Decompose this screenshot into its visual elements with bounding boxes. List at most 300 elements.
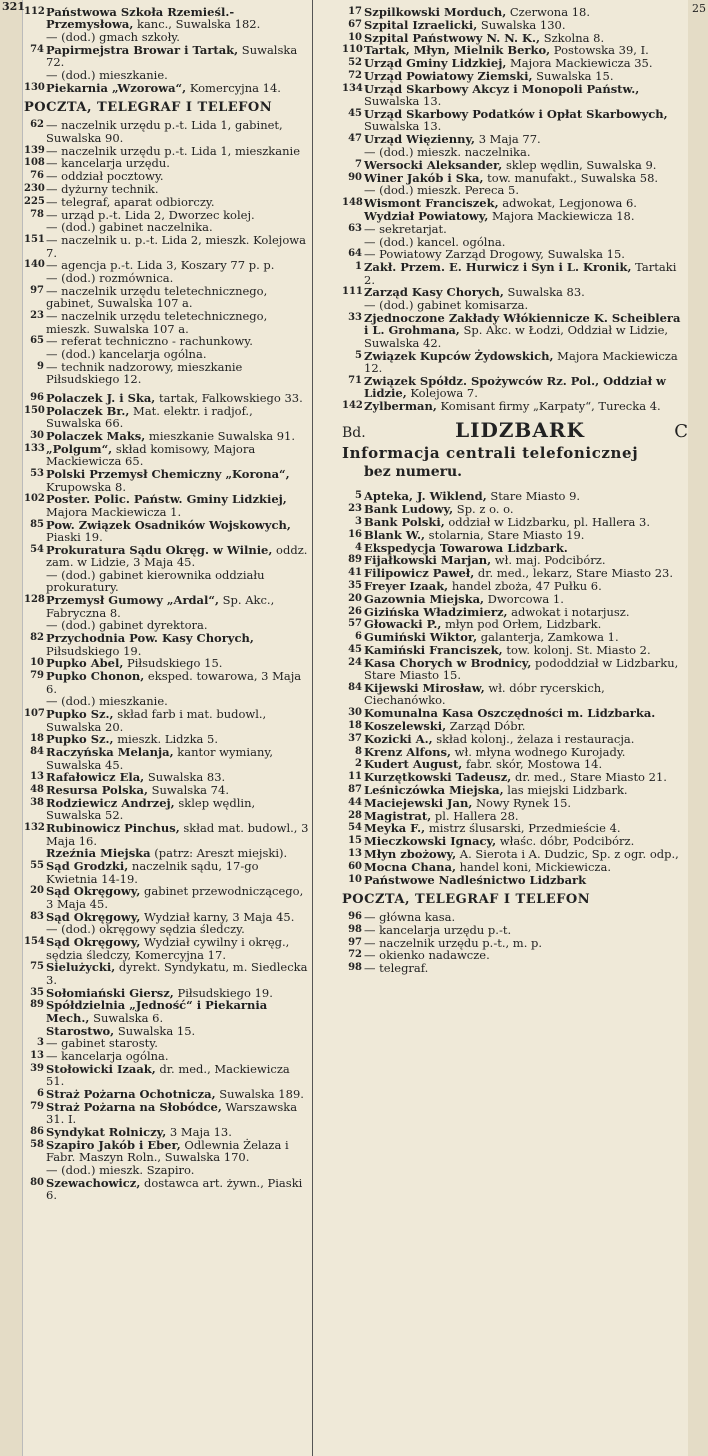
phone-number: 139 — [24, 144, 45, 156]
entry-text: Piłsudskiego 19. — [173, 985, 273, 1000]
entry-text: — naczelnik urzędu p.-t. Lida 1, mieszkanie — [46, 143, 301, 158]
entry-text: Stare Miasto 9. — [486, 489, 581, 504]
entry-text: Piłsudskiego 19. — [46, 643, 142, 658]
directory-entry — [24, 44, 309, 69]
directory-entry — [342, 529, 688, 541]
directory-entry — [342, 184, 688, 196]
directory-entry — [24, 670, 309, 695]
entry-text: dostawca art. żywn., Piaski 6. — [46, 1176, 303, 1203]
entry-text: skład mat. budowl., 3 Maja 16. — [46, 821, 309, 848]
entry-text: 3 Maja 77. — [475, 132, 541, 147]
city-code: Bd. — [342, 425, 366, 442]
phone-number: 24 — [348, 656, 362, 668]
phone-number: 54 — [348, 822, 362, 834]
entry-name: Ekspedycja Towarowa Lidzbark. — [364, 540, 568, 555]
entry-name: Kasa Chorych w Brodnicy, — [364, 655, 532, 670]
entry-text: — telegraf. — [364, 961, 429, 976]
entry-text: — (dod.) gabinet dyrektora. — [46, 618, 208, 633]
entry-text: — naczelnik u. p.-t. Lida 2, mieszk. Kolejowa 7. — [46, 233, 306, 260]
entry-text: — (dod.) okręgowy sędzia śledczy. — [46, 922, 245, 937]
directory-entry — [342, 19, 688, 31]
phone-number: 72 — [348, 69, 362, 81]
entry-text: młyn pod Orłem, Lidzbark. — [441, 617, 602, 632]
entry-name: Polaczek Maks, — [46, 429, 146, 444]
phone-number: 2 — [355, 758, 362, 770]
entry-name: Przemysł Gumowy „Ardal“, — [46, 593, 219, 608]
phone-number: 39 — [30, 1063, 44, 1074]
entry-text: — (dod.) mieszk. Szapiro. — [46, 1163, 195, 1178]
entry-name: Fijałkowski Marjan, — [364, 553, 492, 568]
entry-name: Piekarnia „Wzorowa“, — [46, 81, 187, 95]
entry-text: — kancelarja ogólna. — [46, 1049, 169, 1064]
entry-text: — kancelarja urzędu p.-t. — [364, 922, 512, 937]
directory-entry — [24, 1164, 309, 1176]
entry-text: — (dod.) gmach szkoły. — [46, 30, 180, 45]
phone-number: 33 — [348, 311, 362, 323]
directory-entry — [342, 631, 688, 643]
entry-text: wł. dóbr rycerskich, Ciechanówko. — [364, 680, 605, 708]
phone-number: 130 — [24, 82, 45, 93]
entry-name: Młyn zbożowy, — [364, 846, 457, 861]
entry-name: Magistrat, — [364, 808, 432, 823]
entry-text: kantor wymiany, Suwalska 45. — [46, 745, 273, 772]
directory-entry — [24, 1063, 309, 1088]
phone-number: 151 — [24, 234, 45, 246]
phone-number: 133 — [24, 442, 45, 454]
directory-entry — [342, 490, 688, 502]
directory-entry — [342, 83, 688, 108]
entry-name: Straż Pożarna Ochotnicza, — [46, 1087, 216, 1102]
directory-entry — [24, 221, 309, 233]
directory-entry — [342, 6, 688, 18]
entry-text: sklep wędlin, Suwalska 9. — [502, 157, 657, 172]
directory-entry — [24, 405, 309, 430]
entry-name: Kudert August, — [364, 757, 463, 772]
poczta-entries — [342, 911, 688, 975]
entry-name: „Polgum“, — [46, 441, 113, 456]
phone-number: 26 — [348, 605, 362, 617]
phone-number: 62 — [30, 119, 44, 131]
directory-entry — [24, 1139, 309, 1164]
entry-text: Nowy Rynek 15. — [472, 795, 572, 810]
entry-text: Suwalska 74. — [147, 783, 229, 798]
directory-entry — [24, 6, 309, 31]
entry-text: wł. maj. Podcibórz. — [491, 553, 606, 568]
entry-name: Szpital Państwowy N. N. K., — [364, 30, 541, 45]
entry-text: tow. manufakt., Suwalska 58. — [483, 170, 659, 185]
directory-entry — [342, 44, 688, 56]
directory-entry — [342, 223, 688, 235]
phone-number: 41 — [348, 567, 362, 579]
directory-entry — [342, 924, 688, 936]
entry-text: Dworcowa 1. — [484, 591, 564, 606]
entry-name: Rafałowicz Ela, — [46, 770, 145, 785]
directory-entry — [24, 209, 309, 221]
entry-text: — technik nadzorowy, mieszkanie Piłsudskiego 12. — [46, 359, 243, 387]
entry-text: kanc., Suwalska 182. — [133, 17, 261, 32]
phone-number: 13 — [30, 1050, 44, 1062]
entry-name: Blank W., — [364, 527, 426, 542]
directory-entry — [24, 797, 309, 822]
entry-text: adwokat i notarjusz. — [507, 604, 630, 619]
directory-entry — [24, 733, 309, 745]
directory-entry — [342, 261, 688, 286]
directory-entry — [342, 133, 688, 145]
phone-number: 53 — [30, 468, 44, 480]
directory-entry — [24, 183, 309, 195]
entry-name: Głowacki P., — [364, 617, 442, 632]
directory-entry — [24, 157, 309, 169]
right-page-edge — [688, 0, 708, 1456]
entry-text: A. Sierota i A. Dudzic, Sp. z ogr. odp., — [456, 846, 679, 861]
entry-name: Sąd Okręgowy, — [46, 884, 141, 899]
directory-entry — [342, 822, 688, 834]
phone-number: 98 — [348, 962, 362, 974]
directory-entry — [342, 606, 688, 618]
directory-entry — [342, 312, 688, 349]
entry-text: Suwalska 83. — [503, 285, 585, 300]
directory-entry — [24, 31, 309, 43]
directory-entry — [342, 248, 688, 260]
entry-text: Suwalska 15. — [532, 68, 614, 83]
entry-name: Sołomiański Giersz, — [46, 985, 174, 1000]
entry-text: — (dod.) kancelarja ogólna. — [46, 347, 207, 362]
entries-bottom — [24, 392, 309, 1202]
info-subtitle: bez numeru. — [364, 464, 463, 481]
directory-entry — [24, 911, 309, 923]
phone-number: 107 — [24, 708, 45, 720]
entry-text: Suwalska 130. — [477, 17, 566, 32]
entry-name: Prokuratura Sądu Okręg. w Wilnie, — [46, 542, 273, 557]
directory-entry — [24, 923, 309, 935]
phone-number: 65 — [30, 335, 44, 347]
entry-text: adwokat, Legjonowa 6. — [498, 196, 637, 211]
entry-name: Pupko Sz., — [46, 707, 114, 722]
directory-entry — [24, 632, 309, 657]
phone-number: 35 — [348, 579, 362, 591]
entry-text: — (dod.) rozmównica. — [46, 271, 174, 286]
phone-number: 110 — [342, 44, 363, 56]
entry-name: Sąd Grodzki, — [46, 859, 129, 874]
directory-entry — [24, 285, 309, 310]
directory-entry — [342, 949, 688, 961]
entry-text: — naczelnik urzędu p.-t., m. p. — [364, 935, 543, 950]
phone-number: 85 — [30, 518, 44, 530]
directory-entry — [24, 784, 309, 796]
phone-number: 79 — [30, 1101, 44, 1112]
entry-text: Suwalska 83. — [144, 770, 226, 785]
phone-number: 108 — [24, 157, 45, 169]
entry-text: (patrz: Areszt miejski). — [150, 846, 288, 861]
directory-entry — [342, 771, 688, 783]
phone-number: 72 — [348, 949, 362, 961]
entry-text: — oddział pocztowy. — [46, 169, 164, 184]
directory-entry — [342, 516, 688, 528]
directory-entry — [24, 1101, 309, 1126]
entry-name: Wydział Powiatowy, — [364, 208, 489, 223]
phone-number: 28 — [348, 809, 362, 821]
phone-number: 154 — [24, 936, 45, 948]
directory-entry — [342, 554, 688, 566]
directory-entry — [342, 172, 688, 184]
entry-name: Tartak, Młyn, Mielnik Berko, — [364, 43, 551, 58]
phone-number: 45 — [348, 107, 362, 119]
entry-text: wł. młyna wodnego Kurojady. — [451, 744, 626, 759]
entry-name: Mocna Chana, — [364, 859, 456, 874]
directory-entry — [342, 644, 688, 656]
directory-entry — [342, 197, 688, 209]
directory-entry — [342, 937, 688, 949]
info-title: Informacja centrali telefonicznej — [342, 444, 639, 463]
entry-name: Bank Polski, — [364, 514, 445, 529]
phone-number: 55 — [30, 860, 44, 872]
entry-text: Majora Mackiewicza 12. — [364, 348, 678, 375]
entry-text: Majora Mackiewicza 1. — [46, 504, 182, 519]
directory-entry — [24, 272, 309, 284]
directory-entry — [24, 519, 309, 544]
directory-entry — [342, 797, 688, 809]
entry-text: Odlewnia Żelaza i Fabr. Maszyn Roln., Suwalska 170. — [46, 1138, 289, 1165]
entry-text: — telegraf, aparat odbiorczy. — [46, 194, 215, 209]
directory-entry — [342, 758, 688, 770]
directory-entry — [342, 70, 688, 82]
directory-entry — [24, 1177, 309, 1202]
phone-number: 148 — [342, 197, 363, 209]
entry-text: fabr. skór, Mostowa 14. — [462, 757, 603, 772]
entry-text: skład farb i mat. budowl., Suwalska 20. — [46, 707, 267, 734]
phone-number: 30 — [30, 430, 44, 442]
phone-number: 82 — [30, 632, 44, 644]
entry-name: Urząd Gminy Lidzkiej, — [364, 56, 507, 71]
directory-entry — [24, 1126, 309, 1138]
entry-text: Mat. elektr. i radjof., Suwalska 66. — [46, 403, 253, 431]
entry-name: Zylberman, — [364, 398, 437, 413]
directory-entry — [24, 708, 309, 733]
directory-entry — [342, 567, 688, 579]
directory-entry — [24, 170, 309, 182]
phone-number: 7 — [355, 158, 362, 170]
entry-name: Wersocki Aleksander, — [364, 157, 503, 172]
entry-name: Kamiński Franciszek, — [364, 642, 503, 657]
phone-number: 84 — [348, 681, 362, 693]
phone-number: 230 — [24, 183, 45, 194]
phone-number: 90 — [348, 171, 362, 183]
directory-entry — [342, 911, 688, 923]
entry-text: naczelnik sądu, 17-go Kwietnia 14-19. — [46, 859, 259, 886]
entry-text: — agencja p.-t. Lida 3, Koszary 77 p. p. — [46, 258, 275, 273]
entry-name: Resursa Polska, — [46, 783, 148, 798]
phone-number: 75 — [30, 961, 44, 973]
entry-name: Szapiro Jakób i Eber, — [46, 1138, 181, 1152]
left-page-edge — [0, 0, 23, 1456]
directory-entry — [24, 999, 309, 1024]
phone-number: 67 — [348, 18, 362, 30]
entry-text: Warszawska 31. I. — [46, 1100, 298, 1127]
phone-number: 10 — [30, 657, 44, 669]
directory-entry — [24, 847, 309, 859]
entry-text: handel zboża, 47 Pułku 6. — [448, 578, 602, 593]
entry-name: Sielużycki, — [46, 960, 116, 975]
entry-text: Suwalska 15. — [114, 1023, 196, 1038]
directory-entry — [342, 159, 688, 171]
entry-name: Zarząd Kasy Chorych, — [364, 285, 504, 300]
phone-number: 48 — [30, 784, 44, 796]
phone-number: 16 — [348, 528, 362, 540]
entry-text: Kolejowa 7. — [406, 386, 478, 401]
city-header — [342, 418, 688, 442]
phone-number: 86 — [30, 1126, 44, 1138]
phone-number: 74 — [30, 44, 44, 55]
entry-text: Sp. Akc. w Łodzi, Oddział w Lidzie, Suwalska 42. — [364, 323, 669, 350]
directory-entry — [342, 707, 688, 719]
phone-number: 71 — [348, 374, 362, 386]
entry-name: Sąd Okręgowy, — [46, 909, 141, 924]
directory-entry — [342, 657, 688, 682]
entry-name: Kijewski Mirosław, — [364, 680, 485, 695]
phone-number: 20 — [348, 592, 362, 604]
phone-number: 150 — [24, 404, 45, 416]
phone-number: 23 — [348, 503, 362, 515]
entry-name: Filipowicz Paweł, — [364, 566, 475, 581]
phone-number: 20 — [30, 885, 44, 897]
entry-name: Freyer Izaak, — [364, 578, 449, 593]
phone-number: 142 — [342, 399, 363, 411]
directory-entry — [342, 861, 688, 873]
entry-name: Związek Spółdz. Spożywców Rz. Pol., Oddział w Lidzie, — [364, 373, 666, 401]
phone-number: 6 — [37, 1088, 44, 1100]
entry-text: — (dod.) mieszk. Pereca 5. — [364, 183, 519, 198]
phone-number: 52 — [348, 57, 362, 69]
phone-number: 17 — [348, 6, 362, 17]
entry-text: Komisant firmy „Karpaty“, Turecka 4. — [436, 398, 661, 413]
entry-text: Piłsudskiego 15. — [123, 656, 223, 671]
directory-entry — [24, 361, 309, 386]
directory-entry — [24, 1025, 309, 1037]
entry-name: Pupko Chonon, — [46, 669, 145, 684]
directory-entry — [24, 594, 309, 619]
phone-number: 38 — [30, 797, 44, 808]
phone-number: 111 — [342, 286, 363, 298]
phone-number: 5 — [355, 490, 362, 502]
page-corner-number: 25 — [692, 2, 706, 15]
entry-text: właśc. dóbr, Podcibórz. — [496, 834, 635, 849]
directory-entry — [24, 1037, 309, 1049]
entry-text: stolarnia, Stare Miasto 19. — [425, 527, 585, 542]
directory-entry — [342, 210, 688, 222]
directory-entry — [24, 443, 309, 468]
entry-name: Polaczek Br., — [46, 403, 130, 418]
entry-text: — naczelnik urzędu teletechnicznego, mieszk. Suwalska 107 a. — [46, 309, 268, 336]
phone-number: 60 — [348, 860, 362, 872]
directory-entry — [24, 936, 309, 961]
phone-number: 134 — [342, 82, 363, 94]
entry-name: Państwowa Szkoła Rzemieśl.-Przemysłowa, — [46, 5, 235, 32]
entry-text: Sp. Akc., Fabryczna 8. — [46, 593, 275, 620]
entry-text: Suwalska 13. — [364, 119, 442, 134]
middle-column — [342, 6, 688, 975]
phone-number: 37 — [348, 732, 362, 744]
phone-number: 112 — [24, 6, 45, 17]
phone-number: 89 — [348, 554, 362, 566]
entry-text: — kancelarja urzędu. — [46, 156, 170, 171]
phone-number: 8 — [355, 745, 362, 757]
phone-number: 87 — [348, 783, 362, 795]
phone-number: 45 — [348, 643, 362, 655]
city-name: LIDZBARK — [455, 418, 585, 443]
directory-entry — [24, 310, 309, 335]
directory-entry — [24, 82, 309, 94]
entry-text: Wydział karny, 3 Maja 45. — [140, 909, 295, 924]
entry-name: Spółdzielnia „Jedność“ i Piekarnia Mech., — [46, 998, 268, 1025]
entry-text: tartak, Falkowskiego 33. — [155, 391, 303, 406]
entry-text: — (dod.) gabinet naczelnika. — [46, 220, 213, 235]
phone-number: 98 — [348, 923, 362, 935]
directory-entry — [342, 874, 688, 886]
phone-number: 3 — [355, 515, 362, 527]
entry-text: dyrekt. Syndykatu, m. Siedlecka 3. — [46, 960, 308, 987]
entry-text: — (dod.) mieszk. naczelnika. — [364, 144, 531, 159]
phone-number: 13 — [348, 847, 362, 859]
entry-name: Pow. Związek Osadników Wojskowych, — [46, 517, 291, 532]
directory-entry — [342, 810, 688, 822]
directory-entry — [342, 236, 688, 248]
entry-text: — okienko nadawcze. — [364, 948, 490, 963]
entry-name: Związek Kupców Żydowskich, — [364, 348, 554, 363]
phone-number: 80 — [30, 1177, 44, 1188]
directory-entry — [342, 720, 688, 732]
entry-text: — (dod.) gabinet kierownika oddziału prokuratury. — [46, 568, 265, 595]
phone-number: 11 — [348, 771, 362, 783]
directory-entry — [24, 569, 309, 594]
phone-number: 35 — [30, 986, 44, 998]
entry-text: — naczelnik urzędu teletechnicznego, gabinet, Suwalska 107 a. — [46, 283, 268, 311]
entry-text: Suwalska 6. — [89, 1010, 164, 1025]
entry-name: Polaczek J. i Ska, — [46, 391, 156, 406]
entry-text: skład komisowy, Majora Mackiewicza 65. — [46, 441, 256, 469]
directory-entry — [24, 69, 309, 81]
entry-text: — gabinet starosty. — [46, 1036, 158, 1051]
phone-number: 97 — [348, 936, 362, 948]
directory-entry — [342, 503, 688, 515]
entry-text: mieszk. Lidzka 5. — [113, 732, 219, 747]
directory-entry — [24, 493, 309, 518]
phone-number: 97 — [30, 284, 44, 296]
entry-text: mistrz ślusarski, Przedmieście 4. — [425, 821, 621, 836]
entry-name: Rzeźnia Miejska — [46, 846, 151, 861]
entry-text: tow. kolonj. St. Miasto 2. — [502, 642, 651, 657]
entry-text: Krupowska 8. — [46, 479, 126, 494]
left-column — [24, 6, 309, 1202]
entry-text: — (dod.) gabinet komisarza. — [364, 298, 529, 313]
entry-text: Suwalska 13. — [364, 94, 442, 109]
entry-name: Szpilkowski Morduch, — [364, 5, 507, 19]
entry-text: oddz. zam. w Lidzie, 3 Maja 45. — [46, 542, 308, 570]
entry-text: — główna kasa. — [364, 909, 456, 924]
entry-text: Majora Mackiewicza 35. — [506, 56, 653, 71]
directory-entry — [342, 32, 688, 44]
entry-text: — sekretarjat. — [364, 221, 447, 236]
poczta-heading: POCZTA, TELEGRAF I TELEFON — [342, 891, 591, 907]
entry-text: eksped. towarowa, 3 Maja 6. — [46, 669, 302, 696]
entry-name: Urząd Skarbowy Akcyz i Monopoli Państw., — [364, 81, 640, 96]
entry-text: oddział w Lidzbarku, pl. Hallera 3. — [444, 514, 650, 529]
entry-name: Przychodnia Pow. Kasy Chorych, — [46, 631, 254, 646]
directory-entry — [342, 593, 688, 605]
phone-number: 18 — [348, 719, 362, 731]
entry-name: Syndykat Rolniczy, — [46, 1125, 167, 1140]
phone-number: 18 — [30, 733, 44, 745]
phone-number: 89 — [30, 999, 44, 1011]
